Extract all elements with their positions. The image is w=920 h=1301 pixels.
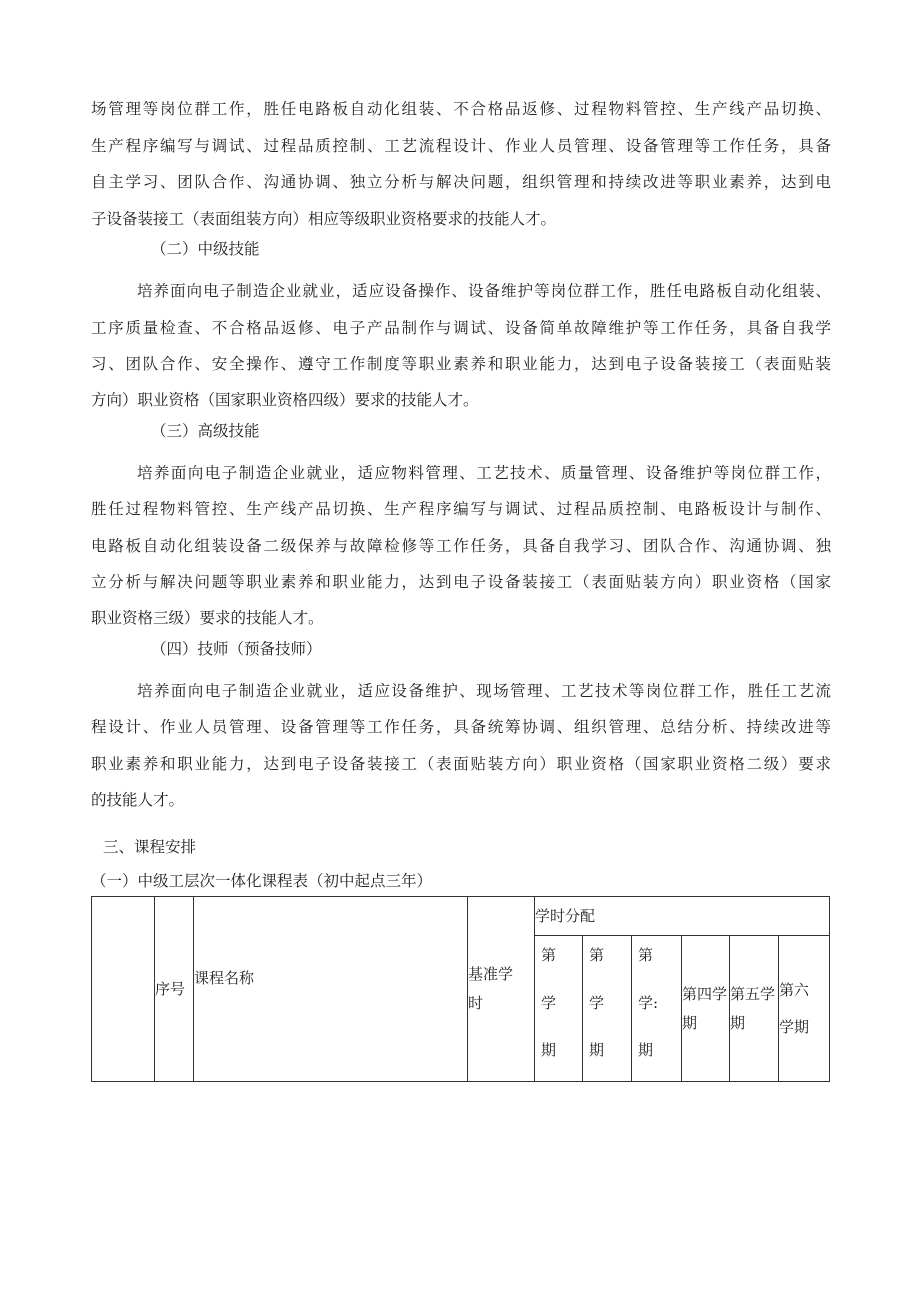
intro-line: 场管理等岗位群工作，胜任电路板自动化组装、不合格品返修、过程物料管控、生产线产品切换、	[91, 100, 831, 118]
sec4-line: 的技能人才。	[91, 791, 185, 809]
sec2-line: 习、团队合作、安全操作、遵守工作制度等职业素养和职业能力，达到电子设备装接工（表面贴装	[91, 355, 831, 373]
intro-line: 自主学习、团队合作、沟通协调、独立分析与解决问题，组织管理和持续改进等职业素养，达到电	[91, 173, 831, 191]
part-heading-course-arrangement: 三、课程安排	[103, 838, 197, 856]
header-base-hours: 基准学时	[468, 897, 535, 1082]
sec4-line: 程设计、作业人员管理、设备管理等工作任务，具备统筹协调、组织管理、总结分析、持续改进等	[91, 718, 831, 736]
header-semester-3: 第 学: 期	[632, 936, 682, 1082]
header-hours-allocation: 学时分配	[535, 897, 830, 936]
sec4-line: 培养面向电子制造企业就业，适应设备维护、现场管理、工艺技术等岗位群工作，胜任工艺流	[137, 682, 831, 700]
sec2-line: 方向）职业资格（国家职业资格四级）要求的技能人才。	[91, 391, 479, 409]
sec2-line: 工序质量检查、不合格品返修、电子产品制作与调试、设备简单故障维护等工作任务，具备自我学	[91, 319, 831, 337]
header-semester-5: 第五学期	[730, 936, 779, 1082]
header-course-name: 课程名称	[194, 897, 468, 1082]
table-title: （一）中级工层次一体化课程表（初中起点三年）	[91, 872, 433, 890]
sec3-line: 电路板自动化组装设备二级保养与故障检修等工作任务，具备自我学习、团队合作、沟通协调、独	[91, 537, 831, 555]
sec2-line: 培养面向电子制造企业就业，适应设备操作、设备维护等岗位群工作，胜任电路板自动化组装、	[137, 282, 831, 300]
course-table	[91, 896, 830, 1082]
section-heading-advanced: （三）高级技能	[151, 422, 260, 440]
sec3-line: 培养面向电子制造企业就业，适应物料管理、工艺技术、质量管理、设备维护等岗位群工作，	[137, 464, 831, 482]
header-semester-6: 第六学期	[779, 936, 830, 1082]
intro-line: 生产程序编写与调试、过程品质控制、工艺流程设计、作业人员管理、设备管理等工作任务，具备	[91, 137, 831, 155]
blank-corner-cell	[92, 897, 155, 1082]
header-semester-2: 第 学 期	[583, 936, 632, 1082]
section-heading-intermediate: （二）中级技能	[151, 240, 260, 258]
sec3-line: 胜任过程物料管控、生产线产品切换、生产程序编写与调试、过程品质控制、电路板设计与制作、	[91, 500, 831, 518]
intro-line: 子设备装接工（表面组装方向）相应等级职业资格要求的技能人才。	[91, 210, 557, 228]
sec3-line: 职业资格三级）要求的技能人才。	[91, 609, 324, 627]
header-semester-4: 第四学期	[682, 936, 730, 1082]
header-semester-1: 第 学 期	[535, 936, 583, 1082]
sec3-line: 立分析与解决问题等职业素养和职业能力，达到电子设备装接工（表面贴装方向）职业资格（国家	[91, 573, 831, 591]
header-seq: 序号	[155, 897, 194, 1082]
section-heading-technician: （四）技师（预备技师）	[151, 640, 322, 658]
sec4-line: 职业素养和职业能力，达到电子设备装接工（表面贴装方向）职业资格（国家职业资格二级）要求	[91, 755, 831, 773]
